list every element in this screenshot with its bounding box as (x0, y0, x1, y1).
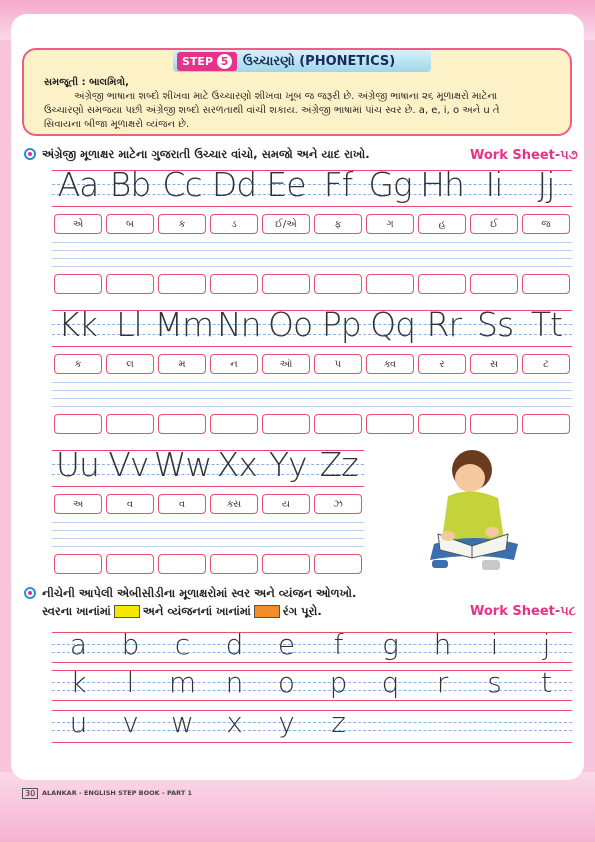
answer-cell[interactable] (314, 274, 362, 294)
instruction-text: અને વ્યંજનનાં ખાનાંમાં (142, 604, 251, 618)
letter-pair: Ee (266, 165, 306, 204)
page-number: 30 (22, 788, 38, 799)
letter-pair: Nn (216, 305, 261, 344)
letter-box[interactable]: y (278, 706, 294, 739)
sound-cell: ક (54, 354, 102, 374)
letter-pair: Ff (323, 165, 353, 204)
answer-cell[interactable] (106, 274, 154, 294)
answer-cell[interactable] (158, 274, 206, 294)
intro-heading: સમજૂતી : બાલમિત્રો, (44, 77, 129, 88)
letter-box[interactable]: b (121, 628, 139, 661)
section2-color-instruction (42, 604, 322, 619)
boy-reading-illustration (418, 448, 526, 578)
writing-line (52, 242, 572, 243)
guide-line (52, 206, 572, 207)
letter-pair: Xx (216, 445, 257, 484)
consonant-color-swatch (254, 605, 280, 618)
writing-line (52, 382, 572, 383)
answer-cell[interactable] (418, 274, 466, 294)
letter-pair: Ss (477, 305, 514, 344)
worksheet-label-57: Work Sheet-૫૭ (470, 148, 578, 163)
sound-cell: વ (158, 494, 206, 514)
worksheet-label-58: Work Sheet-૫૮ (470, 604, 576, 619)
letter-box[interactable]: u (69, 706, 87, 739)
guide-line (52, 486, 364, 487)
sound-cell: જ (522, 214, 570, 234)
answer-cell[interactable] (158, 414, 206, 434)
letter-box[interactable]: c (174, 628, 190, 661)
letter-row (52, 444, 364, 486)
letter-box[interactable]: m (168, 666, 196, 699)
letter-pair: Pp (321, 305, 361, 344)
letter-pair: Aa (57, 165, 99, 204)
vowel-color-swatch (114, 605, 140, 618)
letter-pair: Jj (537, 165, 555, 204)
letter-pair: Mm (154, 305, 214, 344)
answer-cell[interactable] (470, 414, 518, 434)
letter-box[interactable]: l (126, 666, 134, 699)
letter-row (52, 702, 364, 744)
answer-cell[interactable] (54, 554, 102, 574)
letter-box[interactable]: f (333, 628, 343, 661)
step-label: STEP (182, 54, 214, 68)
letter-box[interactable]: d (225, 628, 243, 661)
sound-cell: પ (314, 354, 362, 374)
instruction-text: રંગ પૂરો. (282, 604, 322, 618)
intro-text (44, 76, 564, 132)
sound-cell: બ (106, 214, 154, 234)
bullet-icon (24, 587, 36, 599)
letter-box[interactable]: a (69, 628, 87, 661)
letter-pair: Ll (116, 305, 142, 344)
phonetics-panel-2 (52, 306, 572, 438)
bottom-border-decoration (0, 772, 595, 842)
guide-line (52, 346, 572, 347)
sound-cell: ન (210, 354, 258, 374)
intro-line: અંગ્રેજી ભાષાના શબ્દો શીખવા માટે ઉચ્ચારણો શીખવા ખૂબ જ જરૂરી છે. અંગ્રેજી ભાષાના ૨૬ મૂળાક્ષરો માટેના (74, 91, 498, 102)
writing-line (52, 398, 572, 399)
sound-cell: ય (262, 494, 310, 514)
sound-cell: ટ (522, 354, 570, 374)
letter-box[interactable]: i (490, 628, 498, 661)
sound-cell: મ (158, 354, 206, 374)
answer-cell[interactable] (210, 554, 258, 574)
sound-cell: ઈ (470, 214, 518, 234)
answer-cell[interactable] (54, 274, 102, 294)
letter-box[interactable]: q (381, 666, 399, 699)
letter-box[interactable]: s (487, 666, 501, 699)
letter-pair: Kk (58, 305, 98, 344)
sound-cell: ક (158, 214, 206, 234)
letter-pair: Rr (426, 305, 462, 344)
letter-pair: Cc (162, 165, 202, 204)
letter-box[interactable]: o (277, 666, 295, 699)
answer-cell[interactable] (262, 274, 310, 294)
sound-cell: વ (106, 494, 154, 514)
intro-line: ઉચ્ચારણો સમજયા પછી અંગ્રેજી શબ્દો સરળતાથી વાંચી શકાય. અંગ્રેજી ભાષામાં પાંચ સ્વર છે. a, e, i, o અને u તે (44, 105, 500, 116)
answer-cell[interactable] (210, 414, 258, 434)
letter-pair: Oo (267, 305, 313, 344)
phonetics-panel-3 (52, 446, 364, 578)
letter-box[interactable]: w (171, 706, 193, 739)
sound-cell: સ (470, 354, 518, 374)
writing-line (52, 258, 572, 259)
letter-box[interactable]: x (226, 706, 242, 739)
blank-answer-row (52, 274, 572, 294)
letter-pair: Tt (530, 305, 562, 344)
letter-box[interactable]: g (382, 628, 398, 661)
sound-cell: ડ (210, 214, 258, 234)
answer-cell[interactable] (418, 414, 466, 434)
letter-pair: Hh (420, 165, 464, 204)
letter-pair: Ww (153, 445, 212, 484)
bullet-icon (24, 148, 36, 160)
letter-pair: Gg (368, 165, 412, 204)
letter-box[interactable]: k (70, 666, 86, 699)
writing-line (52, 530, 364, 531)
letter-box[interactable]: e (277, 628, 295, 661)
blank-answer-row (52, 414, 572, 434)
writing-line (52, 406, 572, 407)
answer-cell[interactable] (314, 554, 362, 574)
letter-row (52, 304, 572, 346)
sound-cell: એ (54, 214, 102, 234)
letter-pair: Vv (108, 445, 149, 484)
answer-cell[interactable] (158, 554, 206, 574)
sound-cell: ગ (366, 214, 414, 234)
vowel-consonant-panel (52, 628, 572, 752)
answer-cell[interactable] (262, 554, 310, 574)
letter-box[interactable]: n (225, 666, 243, 699)
section2-instruction: નીચેની આપેલી એબીસીડીના મૂળાક્ષરોમાં સ્વર અને વ્યંજન ઓળખો. (42, 586, 357, 600)
answer-cell[interactable] (106, 414, 154, 434)
sound-cell: ક્વ (366, 354, 414, 374)
sound-cell: ઑ (262, 354, 310, 374)
letter-box[interactable]: t (541, 666, 551, 699)
letter-pair: Dd (211, 165, 257, 204)
sound-cell: ઝ (314, 494, 362, 514)
sound-cell: હ (418, 214, 466, 234)
writing-line (52, 546, 364, 547)
answer-cell[interactable] (522, 274, 570, 294)
letter-pair: Qq (370, 305, 416, 344)
letter-pair: Ii (485, 165, 503, 204)
letter-box[interactable]: z (331, 706, 345, 739)
sound-cell: અ (54, 494, 102, 514)
sound-row (52, 354, 572, 374)
letter-row (52, 662, 572, 704)
letter-row (52, 164, 572, 206)
step-number: 5 (217, 54, 232, 69)
page-title: ઉચ્ચારણો (PHONETICS) (243, 53, 396, 69)
sound-cell: ક્સ (210, 494, 258, 514)
sound-cell: ફ (314, 214, 362, 234)
answer-cell[interactable] (470, 274, 518, 294)
sound-cell: લ (106, 354, 154, 374)
answer-cell[interactable] (54, 414, 102, 434)
letter-box[interactable]: p (329, 666, 347, 699)
sound-row (52, 494, 364, 514)
answer-cell[interactable] (366, 414, 414, 434)
letter-box[interactable]: h (433, 628, 451, 661)
instruction-text: સ્વરના ખાનાંમાં (42, 604, 111, 618)
letter-pair: Uu (55, 445, 99, 484)
step-banner (173, 50, 431, 72)
letter-pair: Zz (319, 445, 358, 484)
blank-answer-row (52, 554, 364, 574)
writing-line (52, 390, 572, 391)
writing-line (52, 266, 572, 267)
section1-instruction: અંગ્રેજી મૂળાક્ષર માટેના ગુજરાતી ઉચ્ચાર વાંચો, સમજો અને યાદ રાખો. (42, 147, 370, 161)
letter-box[interactable]: v (122, 706, 138, 739)
step-badge (177, 52, 237, 71)
letter-pair: Yy (268, 445, 307, 484)
writing-line (52, 538, 364, 539)
answer-cell[interactable] (262, 414, 310, 434)
sound-cell: ઈ/એ (262, 214, 310, 234)
answer-cell[interactable] (210, 274, 258, 294)
letter-box[interactable]: r (436, 666, 448, 699)
sound-cell: ર (418, 354, 466, 374)
letter-pair: Bb (109, 165, 151, 204)
letter-row (52, 624, 572, 666)
writing-line (52, 522, 364, 523)
answer-cell[interactable] (314, 414, 362, 434)
sound-row (52, 214, 572, 234)
writing-line (52, 250, 572, 251)
letter-box[interactable]: j (542, 628, 550, 661)
answer-cell[interactable] (106, 554, 154, 574)
book-title: ALANKAR - ENGLISH STEP BOOK - PART 1 (42, 789, 193, 797)
intro-line: સિવાયના બીજા મૂળાક્ષરો વ્યંજન છે. (44, 119, 190, 130)
answer-cell[interactable] (522, 414, 570, 434)
answer-cell[interactable] (366, 274, 414, 294)
phonetics-panel-1 (52, 166, 572, 298)
